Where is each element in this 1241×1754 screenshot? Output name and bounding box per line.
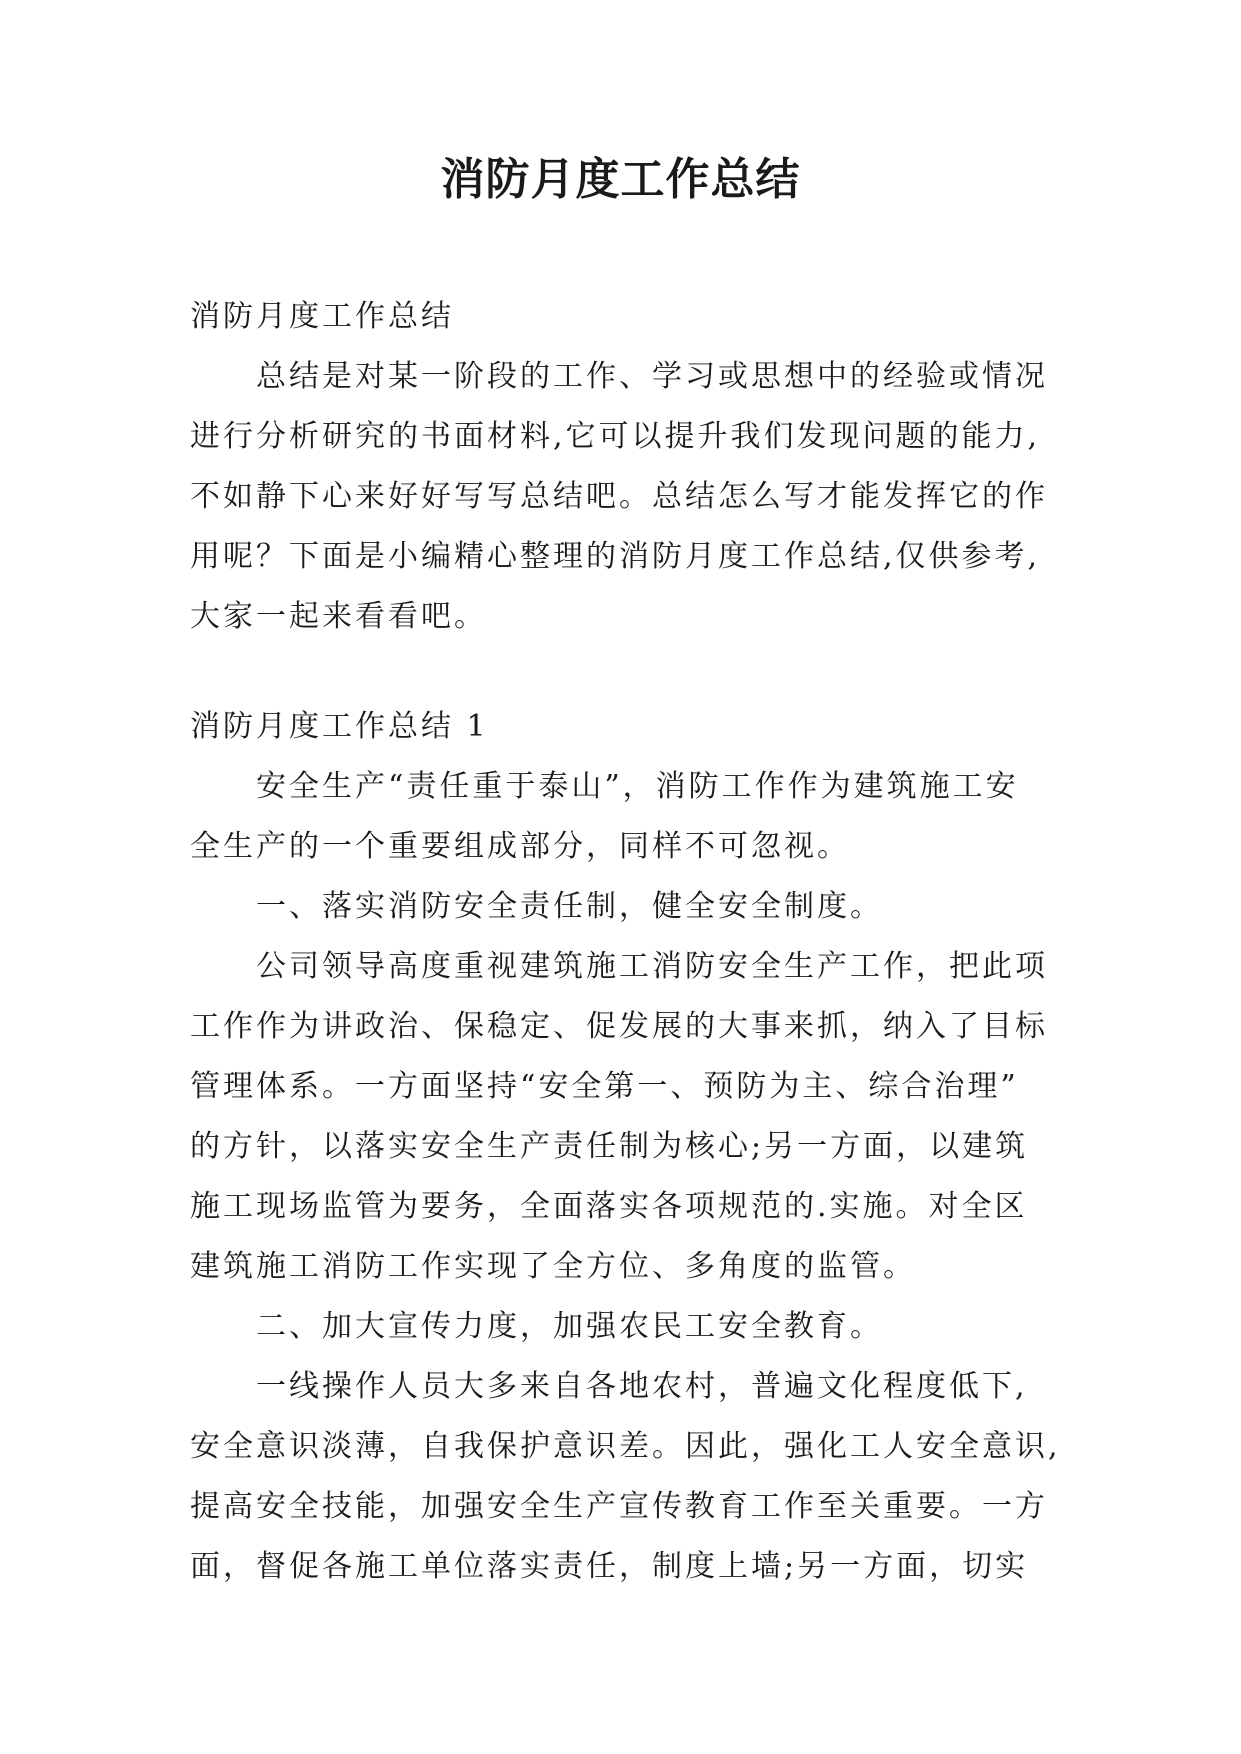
paragraph-line: 的方针，以落实安全生产责任制为核心;另一方面，以建筑 [190,1129,1029,1164]
section-paragraph-2 [190,937,1070,1297]
point-heading-1: 一、落实消防安全责任制，健全安全制度。 [256,889,883,924]
paragraph-line: 全生产的一个重要组成部分，同样不可忽视。 [190,829,850,864]
paragraph-line: 一线操作人员大多来自各地农村，普遍文化程度低下, [256,1369,1028,1404]
paragraph-line: 安全生产“责任重于泰山”，消防工作作为建筑施工安 [256,769,1019,804]
intro-paragraph [190,347,1070,647]
document-title: 消防月度工作总结 [440,154,801,205]
paragraph-line: 施工现场监管为要务，全面落实各项规范的.实施。对全区 [190,1189,1028,1224]
point-heading-2: 二、加大宣传力度，加强农民工安全教育。 [256,1309,883,1344]
intro-line: 不如静下心来好好写写总结吧。总结怎么写才能发挥它的作 [190,479,1048,514]
document-body [190,287,1070,1597]
paragraph-gap [190,647,1070,697]
paragraph-line: 面，督促各施工单位落实责任，制度上墙;另一方面，切实 [190,1549,1029,1584]
paragraph-line: 管理体系。一方面坚持“安全第一、预防为主、综合治理” [190,1069,1019,1104]
section-paragraph-1 [190,757,1070,877]
paragraph-line: 安全意识淡薄，自我保护意识差。因此，强化工人安全意识, [190,1429,1061,1464]
section-heading: 消防月度工作总结 1 [190,709,489,744]
paragraph-line: 工作作为讲政治、保稳定、促发展的大事来抓，纳入了目标 [190,1009,1048,1044]
intro-line: 总结是对某一阶段的工作、学习或思想中的经验或情况 [256,359,1048,394]
document-subtitle: 消防月度工作总结 [190,299,454,334]
paragraph-line: 提高安全技能，加强安全生产宣传教育工作至关重要。一方 [190,1489,1048,1524]
intro-line: 用呢？下面是小编精心整理的消防月度工作总结,仅供参考, [190,539,1041,574]
intro-line: 大家一起来看看吧。 [190,599,487,634]
section-paragraph-3 [190,1357,1070,1597]
paragraph-line: 建筑施工消防工作实现了全方位、多角度的监管。 [190,1249,916,1284]
intro-line: 进行分析研究的书面材料,它可以提升我们发现问题的能力, [190,419,1041,454]
paragraph-line: 公司领导高度重视建筑施工消防安全生产工作，把此项 [256,949,1048,984]
